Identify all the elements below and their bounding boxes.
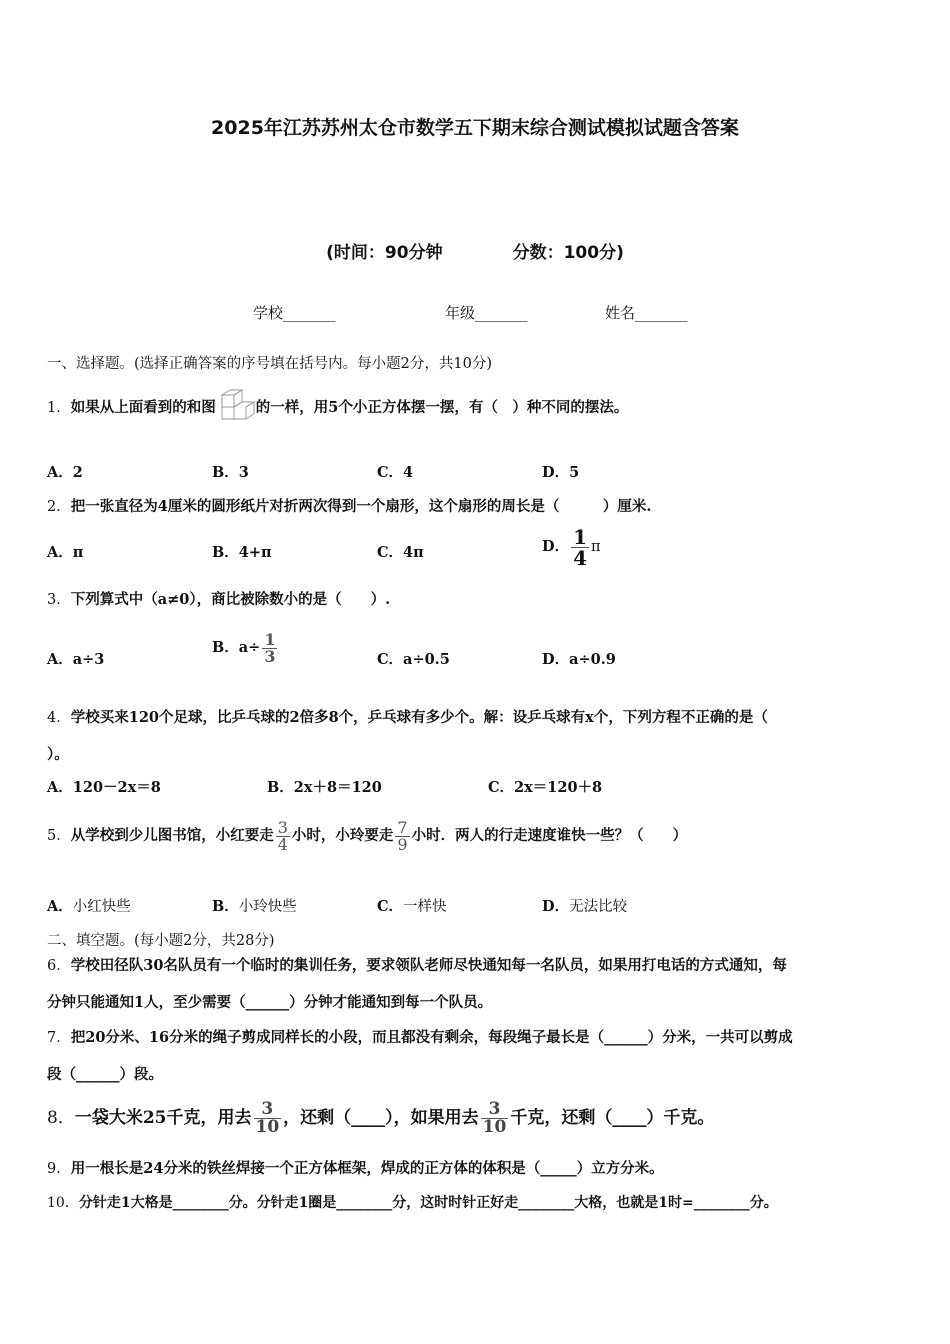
q4-option-c: C．2x＝120＋8 — [488, 779, 603, 796]
question-4-cont: ）。 — [47, 746, 69, 763]
question-text: 学校田径队30名队员有一个临时的集训任务，要求领队老师尽快通知每一名队员，如果用打电话的方式通知，每 — [70, 957, 787, 974]
question-6-cont: 分钟只能通知1人，至少需要（______）分钟才能通知到每一个队员。 — [47, 994, 493, 1011]
fraction: $\frac{7}{9}$ — [397, 817, 408, 854]
question-text: 用一根长是24分米的铁丝焊接一个正方体框架，焊成的正方体的体积是（_____）立方分米。 — [70, 1160, 664, 1177]
q3-option-d: D．a÷0.9 — [542, 651, 616, 668]
question-10 — [47, 1192, 778, 1212]
fraction: $\frac{3}{10}$ — [482, 1099, 507, 1137]
q3-option-a: A．a÷3 — [47, 651, 105, 668]
q1-option-a: A．2 — [47, 464, 83, 481]
q4-option-a: A．120－2x＝8 — [47, 779, 161, 796]
question-number: 3． — [47, 592, 71, 608]
score-info: 分数：100分) — [512, 243, 624, 263]
q1-option-b: B．3 — [212, 464, 249, 481]
question-number: 8． — [47, 1108, 75, 1128]
q5-option-c: C．一样快 — [377, 898, 447, 915]
name-field: 姓名_______ — [605, 304, 688, 322]
question-number: 7． — [47, 1030, 71, 1046]
q2-option-c: C．4π — [377, 544, 424, 561]
grade-field: 年级_______ — [445, 304, 528, 322]
question-text: 分针走1大格是________分。分针走1圈是________分，这时时针正好走________大格，也就是1时=________分。 — [78, 1195, 778, 1211]
question-number: 10． — [47, 1195, 79, 1211]
q1-option-c: C．4 — [377, 464, 414, 481]
question-number: 1． — [47, 400, 71, 416]
question-2 — [47, 495, 651, 516]
time-info: (时间：90分钟 — [326, 243, 443, 263]
fraction: $\frac{1}{4}$ — [573, 524, 587, 570]
q5-option-b: B．小玲快些 — [212, 898, 297, 915]
question-6 — [47, 954, 787, 975]
question-8: 8．一袋大米25千克，用去 $\frac{3}{10}$ ，还剩（____），如果用去 $\frac{3}{10}$ 千克，还剩（____）千克。 — [47, 1099, 715, 1137]
question-text: 把20分米、16分米的绳子剪成同样长的小段，而且都没有剩余，每段绳子最长是（______）分米，一共可以剪成 — [70, 1029, 793, 1046]
fraction: $\frac{3}{10}$ — [255, 1099, 280, 1137]
question-3 — [47, 588, 390, 609]
question-number: 2． — [47, 499, 71, 515]
q2-option-b: B．4+π — [212, 544, 272, 561]
q2-option-a: A．π — [47, 544, 84, 561]
question-4 — [47, 706, 768, 727]
q1-option-d: D．5 — [542, 464, 580, 481]
question-text-cont: 的一样，用5个小正方体摆一摆，有（ ）种不同的摆法。 — [255, 399, 629, 416]
q5-option-a: A．小红快些 — [47, 898, 131, 915]
question-7-cont: 段（______）段。 — [47, 1066, 163, 1083]
school-field: 学校_______ — [253, 304, 336, 322]
q2-option-d: D． $\frac{1}{4}$ π — [542, 524, 601, 570]
q3-option-b: B．a÷ $\frac{1}{3}$ — [212, 629, 276, 666]
q4-option-b: B．2x＋8＝120 — [267, 779, 382, 796]
fraction: $\frac{3}{4}$ — [277, 817, 288, 854]
question-text: 学校买来120个足球，比乒乓球的2倍多8个，乒乓球有多少个。解：设乒乓球有x个，下列方程不正确的是（ — [70, 709, 768, 726]
question-number: 5． — [47, 828, 71, 844]
question-number: 4． — [47, 710, 71, 726]
section-1-heading: 一、选择题。(选择正确答案的序号填在括号内。每小题2分，共10分) — [47, 356, 492, 372]
page-title: 2025年江苏苏州太仓市数学五下期末综合测试模拟试题含答案 — [211, 117, 739, 139]
exam-info — [0, 238, 950, 263]
q5-option-d: D．无法比较 — [542, 898, 628, 915]
question-9 — [47, 1157, 664, 1178]
question-7 — [47, 1026, 793, 1047]
section-2-heading: 二、填空题。(每小题2分，共28分) — [47, 933, 275, 949]
cube-stack-icon — [216, 389, 256, 427]
question-number: 6． — [47, 958, 71, 974]
question-text: 把一张直径为4厘米的圆形纸片对折两次得到一个扇形，这个扇形的周长是（ ）厘米. — [70, 498, 652, 515]
q3-option-c: C．a÷0.5 — [377, 651, 450, 668]
question-number: 9． — [47, 1161, 71, 1177]
question-1 — [47, 388, 628, 428]
question-5: 5．从学校到少儿图书馆，小红要走 $\frac{3}{4}$ 小时，小玲要走 $\frac{7}{9}$ 小时．两人的行走速度谁快一些？（ ） — [47, 817, 688, 854]
question-text: 如果从上面看到的和图 — [70, 399, 216, 416]
question-text: 下列算式中（a≠0），商比被除数小的是（ ）. — [70, 591, 391, 608]
fraction: $\frac{1}{3}$ — [264, 629, 276, 666]
